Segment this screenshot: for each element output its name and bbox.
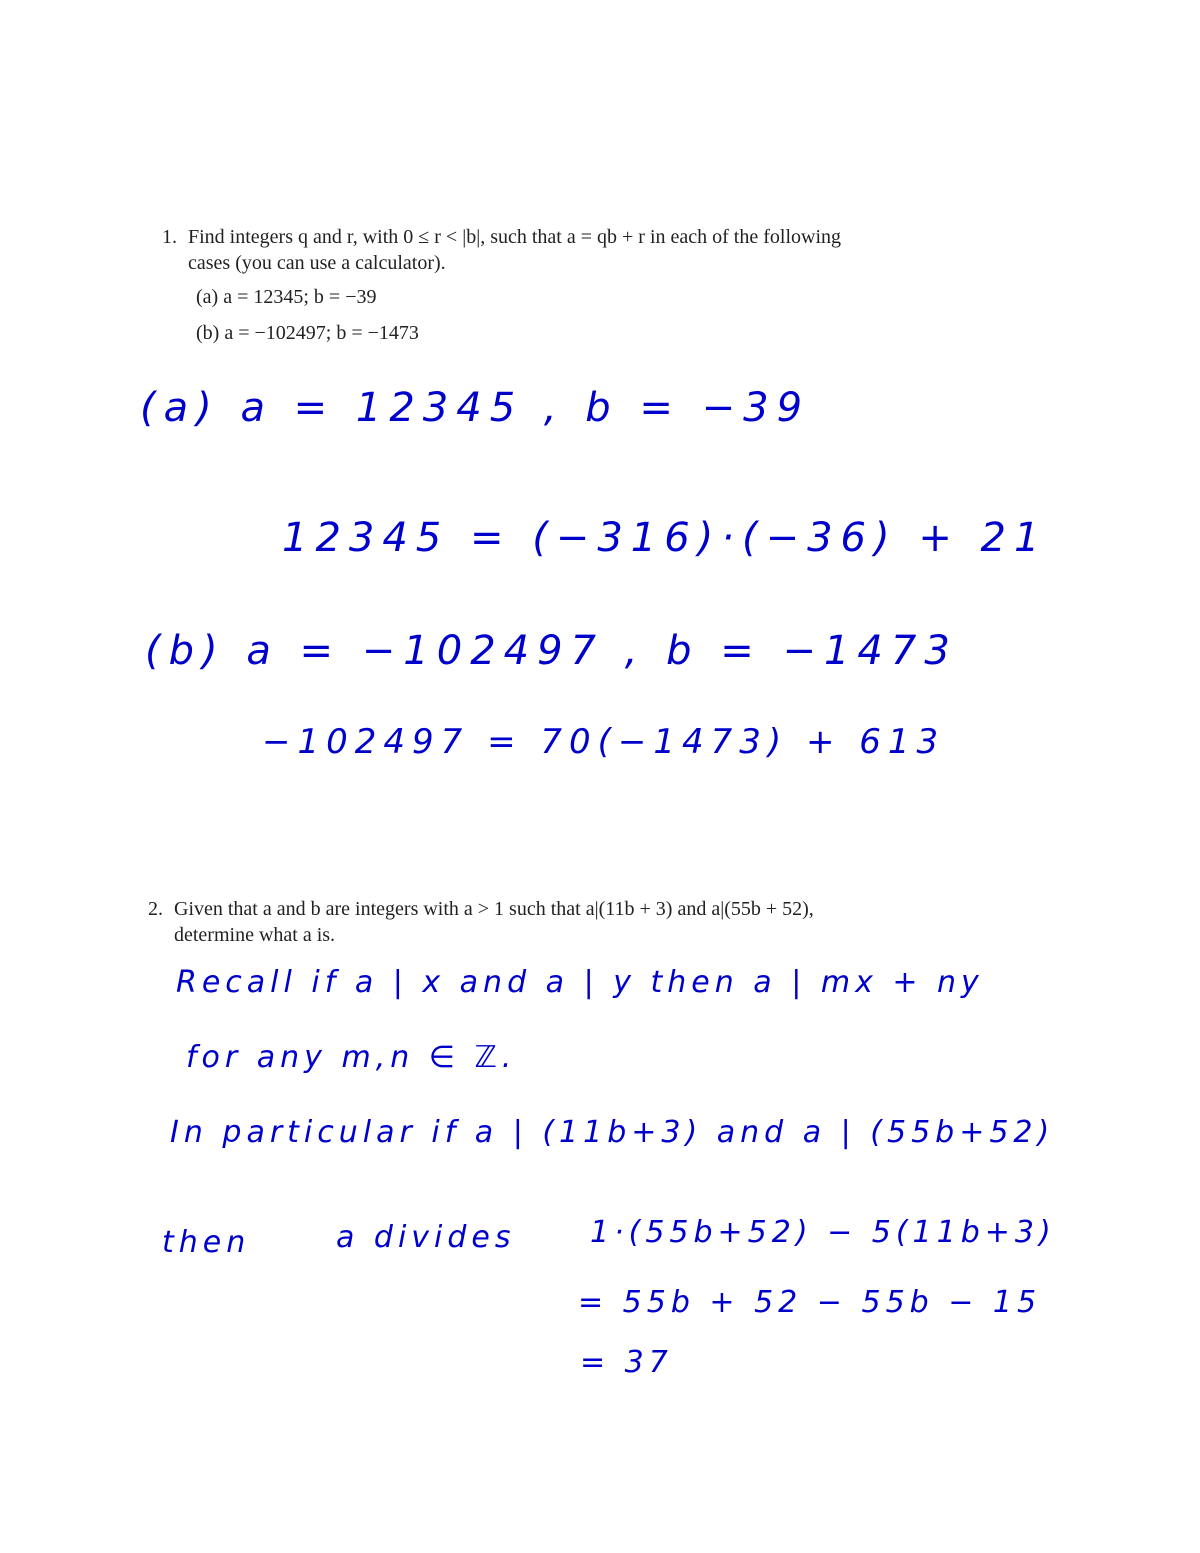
solution-2-step-1: 1·(55b+52) − 5(11b+3) — [590, 1215, 1056, 1250]
solution-1b-header: (b) a = −102497 , b = −1473 — [145, 628, 958, 674]
solution-2-step-2: = 55b + 52 − 55b − 15 — [578, 1285, 1042, 1320]
problem-2-line-2: determine what a is. — [174, 924, 336, 946]
solution-2-for-any: for any m,n ∈ ℤ. — [186, 1040, 517, 1075]
solution-2-in-particular: In particular if a | (11b+3) and a | (55b+52) — [170, 1115, 1055, 1150]
solution-2-step-3: = 37 — [580, 1345, 673, 1380]
solution-2-then-label: then — [162, 1225, 251, 1260]
solution-1b-equation: −102497 = 70(−1473) + 613 — [262, 722, 946, 762]
problem-1-part-b: (b) a = −102497; b = −1473 — [196, 322, 419, 344]
solution-1a-header: (a) a = 12345 , b = −39 — [140, 385, 811, 431]
problem-1-line-1 — [162, 224, 841, 250]
problem-2-line-1 — [148, 896, 814, 922]
problem-1-statement: Find integers q and r, with 0 ≤ r < |b|, such that a = qb + r in each of the following — [188, 226, 842, 248]
problem-2-number: 2. — [148, 898, 163, 920]
problem-1-number: 1. — [162, 226, 177, 248]
problem-1-part-a: (a) a = 12345; b = −39 — [196, 286, 377, 308]
problem-2-statement: Given that a and b are integers with a > 1 such that a|(11b + 3) and a|(55b + 52), — [174, 898, 814, 920]
solution-2-recall: Recall if a | x and a | y then a | mx + ny — [176, 965, 984, 1000]
solution-1a-equation: 12345 = (−316)·(−36) + 21 — [282, 515, 1048, 561]
solution-2-a-divides: a divides — [336, 1220, 516, 1255]
problem-1-line-2: cases (you can use a calculator). — [188, 252, 446, 274]
